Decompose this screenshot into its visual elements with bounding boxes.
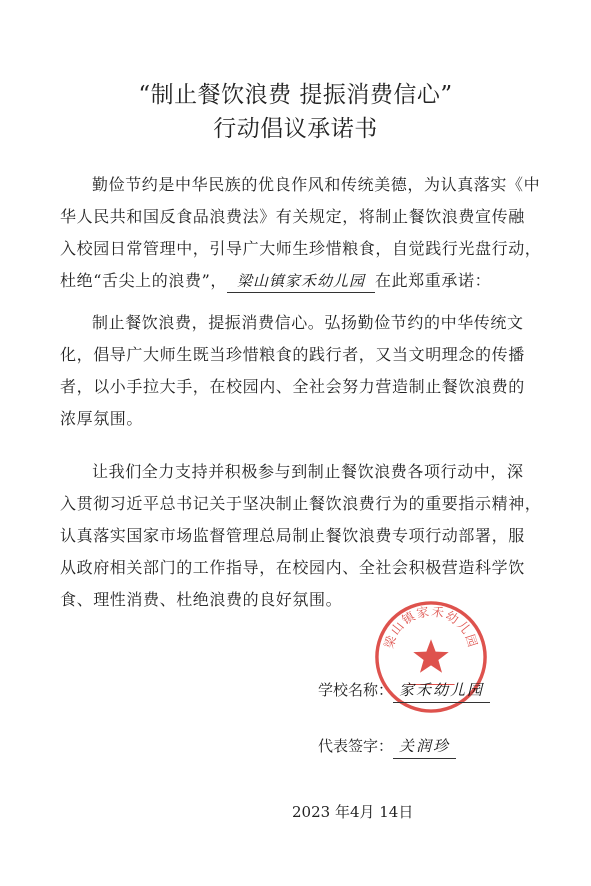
paragraph-3-line: 食、理性消费、杜绝浪费的良好氛围。 (60, 590, 343, 609)
paragraph-2-line: 者，以小手拉大手，在校园内、全社会努力营造制止餐饮浪费的 (60, 377, 525, 396)
paragraph-3-line: 从政府相关部门的工作指导，在校园内、全社会积极营造科学饮 (60, 558, 525, 577)
paragraph-3-line: 入贯彻习近平总书记关于坚决制止餐饮浪费行为的重要指示精神， (60, 494, 542, 513)
paragraph-1-last-prefix: 杜绝“舌尖上的浪费”， (60, 271, 227, 290)
document-title-line-2: 行动倡议承诺书 (213, 116, 378, 142)
paragraph-1-line: 华人民共和国反食品浪费法》有关规定，将制止餐饮浪费宣传融 (60, 207, 525, 226)
seal-star-icon (413, 639, 448, 672)
paragraph-1-line: 入校园日常管理中，引导广大师生珍惜粮食，自觉践行光盘行动， (60, 239, 542, 258)
paragraph-3-line: 认真落实国家市场监督管理总局制止餐饮浪费专项行动部署，服 (60, 526, 525, 545)
paragraph-2 (60, 307, 560, 435)
paragraph-2-line: 制止餐饮浪费，提振消费信心。弘扬勤俭节约的中华传统文 (92, 313, 524, 332)
paragraph-1-last-suffix: 在此郑重承诺： (374, 271, 492, 290)
paragraph-3 (60, 456, 560, 616)
handwritten-school-name: 梁山镇家禾幼儿园 (227, 270, 375, 293)
seal-text: 梁山镇家禾幼儿园 (381, 604, 481, 651)
paragraph-3-line: 让我们全力支持并积极参与到制止餐饮浪费各项行动中，深 (92, 462, 524, 481)
paragraph-1-line: 勤俭节约是中华民族的优良作风和传统美德，为认真落实《中 (92, 175, 541, 194)
paragraph-2-line: 浓厚氛围。 (60, 409, 144, 428)
paragraph-1-last-line (60, 265, 560, 297)
paragraph-1 (60, 169, 560, 297)
representative-row (318, 734, 456, 759)
school-name-signature: 家禾幼儿园 (393, 678, 490, 703)
school-name-row (318, 678, 490, 703)
school-name-label: 学校名称： (318, 681, 394, 699)
signing-date: 2023 年4月 14日 (292, 803, 414, 821)
paragraph-2-line: 化，倡导广大师生既当珍惜粮食的践行者，又当文明理念的传播 (60, 345, 525, 364)
representative-signature: 关润珍 (393, 734, 456, 759)
document-title-line-1: “制止餐饮浪费 提振消费信心” (138, 82, 453, 108)
representative-label: 代表签字： (318, 737, 394, 755)
